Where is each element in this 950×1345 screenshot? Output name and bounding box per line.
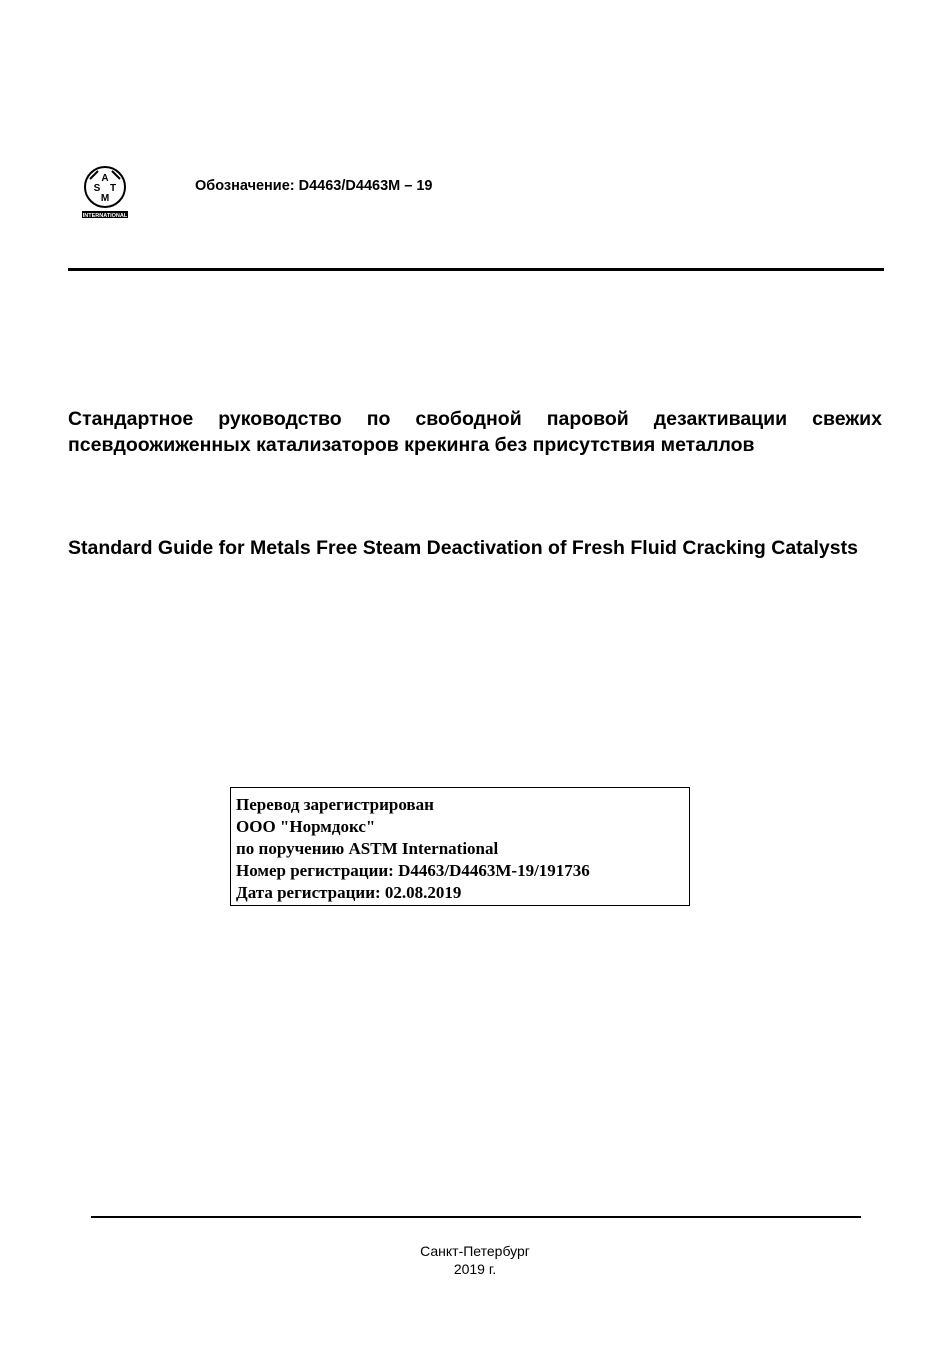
astm-logo-icon — [78, 165, 132, 223]
registration-on-behalf: по поручению ASTM International — [236, 839, 499, 858]
footer-city: Санкт-Петербург — [420, 1243, 530, 1259]
registration-date: Дата регистрации: 02.08.2019 — [236, 883, 462, 902]
registration-line: Перевод зарегистрирован — [236, 795, 434, 814]
designation-label: Обозначение: D4463/D4463M – 19 — [195, 178, 433, 194]
title-russian: Стандартное руководство по свободной паровой дезактивации свежих псевдоожиженных катализаторов крекинга без присутствия металлов — [68, 408, 882, 456]
svg-text:A: A — [101, 173, 109, 184]
svg-text:M: M — [100, 193, 110, 204]
svg-text:T: T — [109, 183, 117, 194]
registration-company: ООО "Нормдокс" — [236, 817, 376, 836]
svg-text:INTERNATIONAL: INTERNATIONAL — [82, 213, 128, 219]
header-divider — [68, 268, 884, 271]
registration-box — [230, 787, 690, 906]
svg-text:S: S — [93, 183, 101, 194]
footer-divider — [91, 1216, 861, 1218]
title-english: Standard Guide for Metals Free Steam Deactivation of Fresh Fluid Cracking Catalysts — [68, 537, 858, 559]
footer-year: 2019 г. — [453, 1261, 497, 1277]
registration-number: Номер регистрации: D4463/D4463M-19/191736 — [236, 861, 590, 880]
footer — [0, 1242, 950, 1278]
